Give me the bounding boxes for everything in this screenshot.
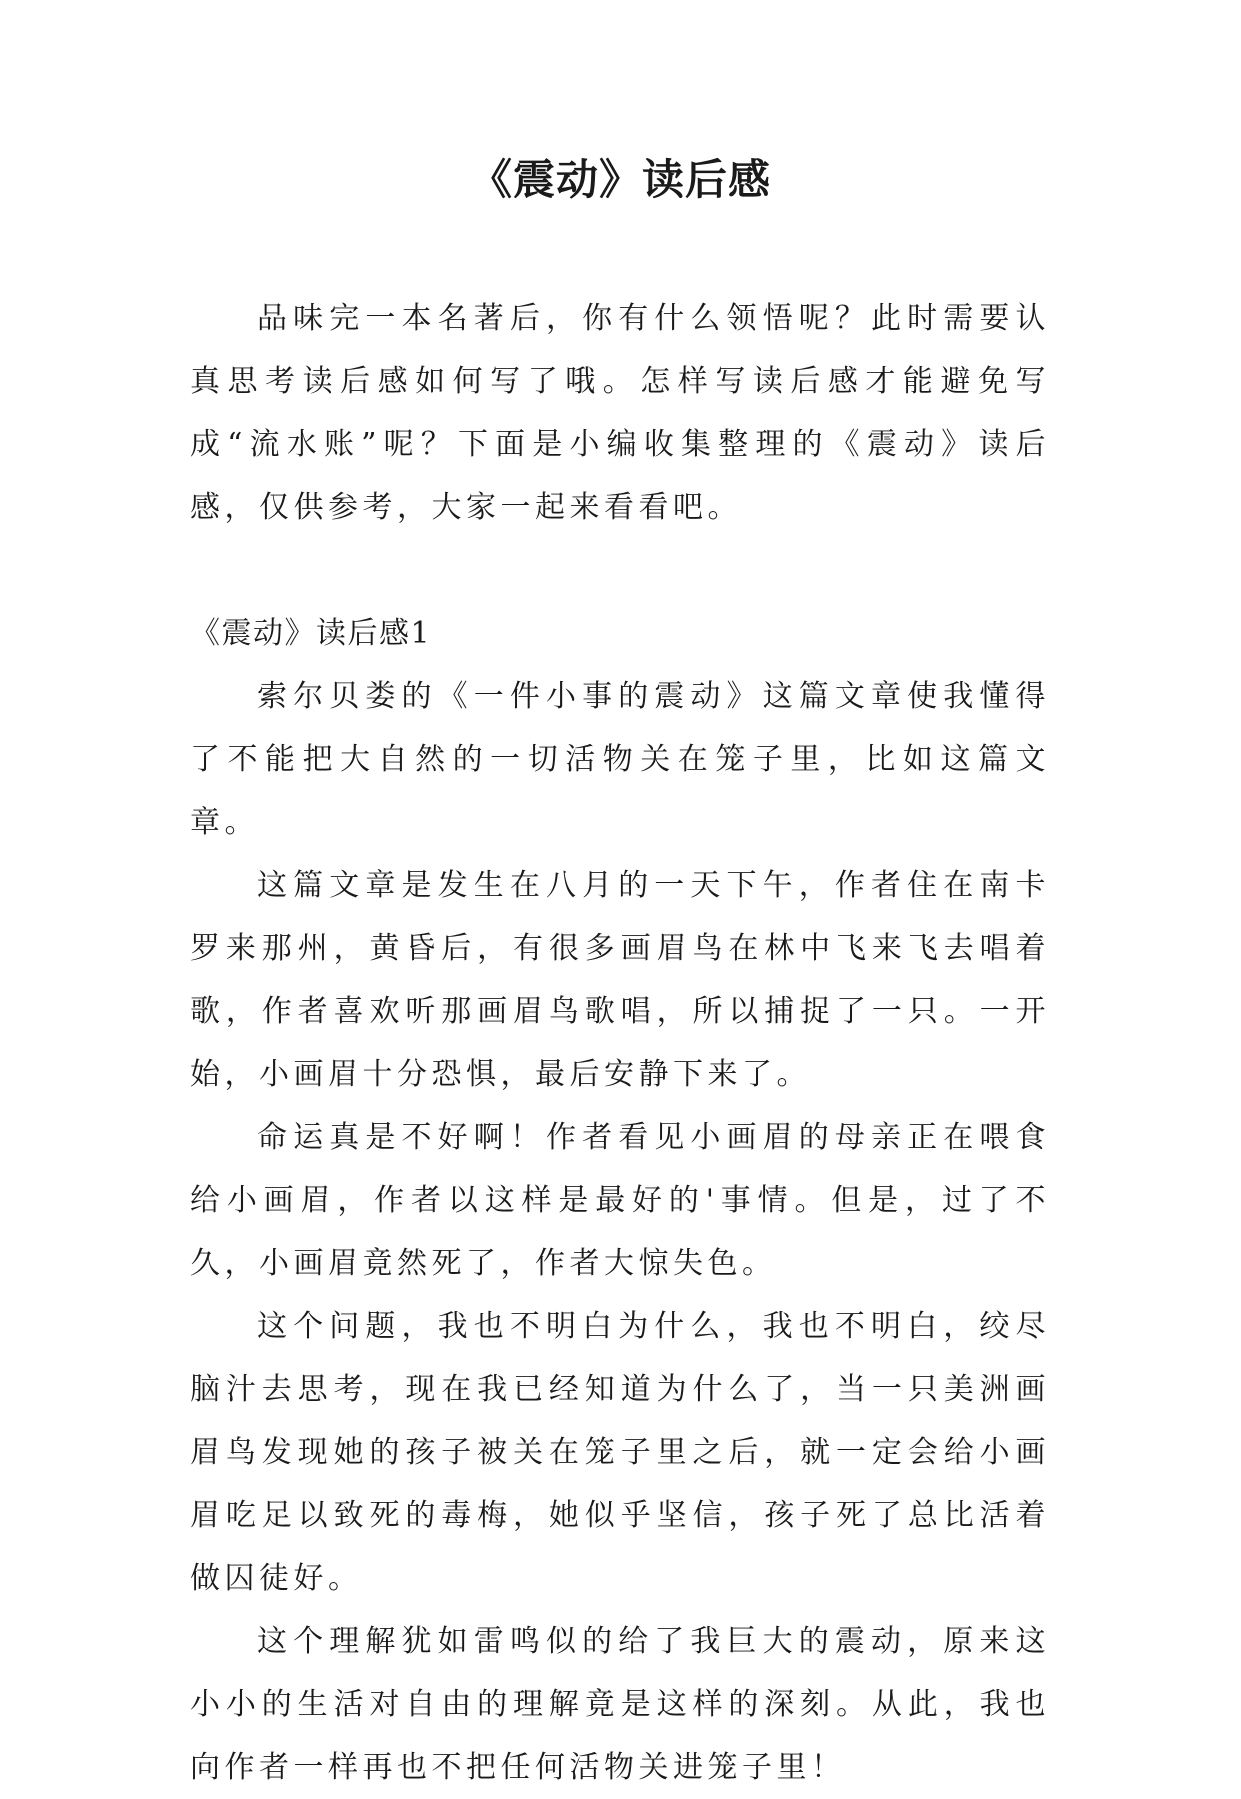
body-paragraph: 命运真是不好啊！作者看见小画眉的母亲正在喂食给小画眉，作者以这样是最好的'事情。但是，过了不久，小画眉竟然死了，作者大惊失色。 [190,1120,1050,1281]
intro-paragraph: 品味完一本名著后，你有什么领悟呢？此时需要认真思考读后感如何写了哦。怎样写读后感才能避免写成“流水账”呢？下面是小编收集整理的《震动》读后感，仅供参考，大家一起来看看吧。 [190,301,1050,525]
section-heading: 《震动》读后感1 [190,616,432,651]
body-paragraph: 这篇文章是发生在八月的一天下午，作者住在南卡罗来那州，黄昏后，有很多画眉鸟在林中飞来飞去唱着歌，作者喜欢听那画眉鸟歌唱，所以捕捉了一只。一开始，小画眉十分恐惧，最后安静下来了。 [190,868,1050,1092]
document-body [190,287,1050,1799]
body-paragraph: 这个理解犹如雷鸣似的给了我巨大的震动，原来这小小的生活对自由的理解竟是这样的深刻。从此，我也向作者一样再也不把任何活物关进笼子里！ [190,1624,1050,1785]
body-paragraph: 这个问题，我也不明白为什么，我也不明白，绞尽脑汁去思考，现在我已经知道为什么了，当一只美洲画眉鸟发现她的孩子被关在笼子里之后，就一定会给小画眉吃足以致死的毒梅，她似乎坚信，孩子死了总比活着做囚徒好。 [190,1309,1050,1596]
document-title: 《震动》读后感 [469,155,771,204]
body-paragraph: 索尔贝娄的《一件小事的震动》这篇文章使我懂得了不能把大自然的一切活物关在笼子里，比如这篇文章。 [190,679,1050,840]
